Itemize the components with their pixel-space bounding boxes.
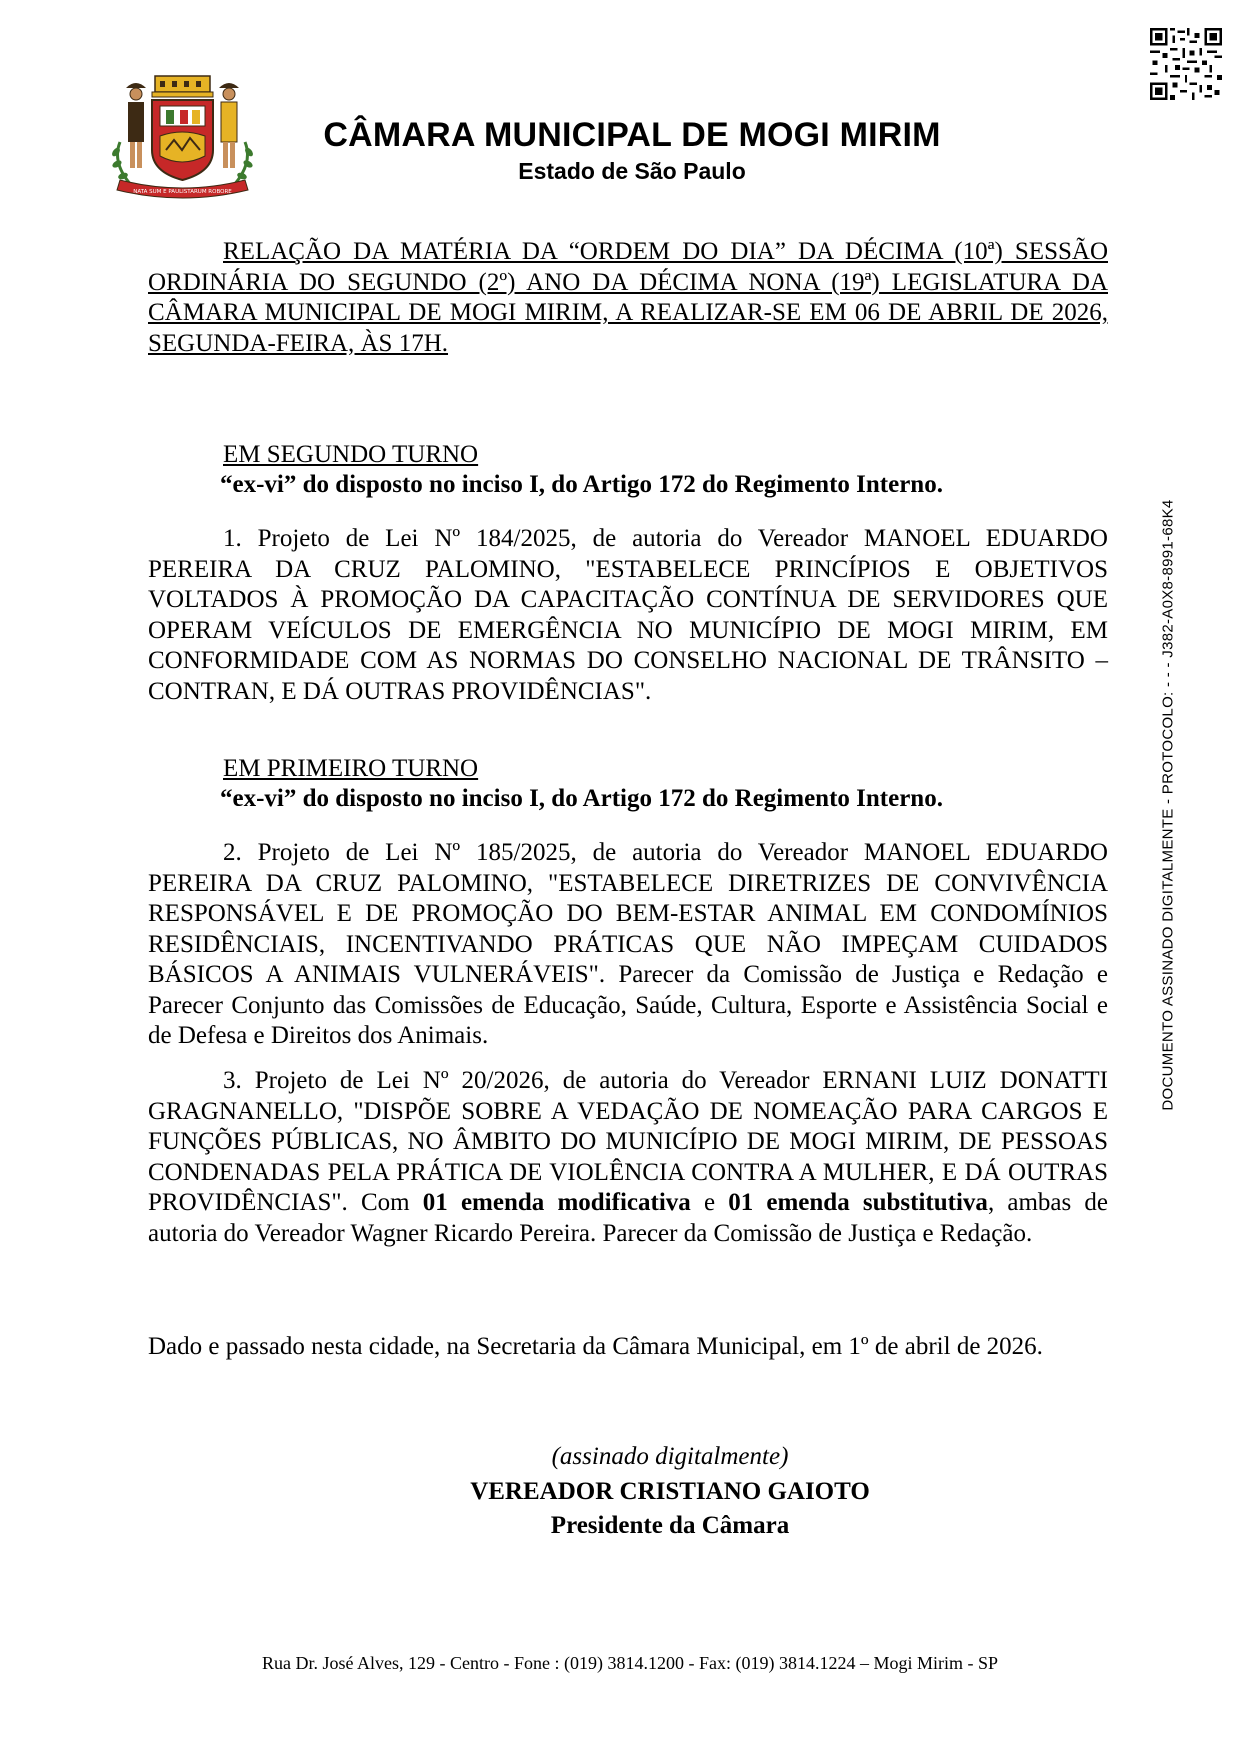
crest-motto: NATA SUM E PAULISTARUM ROBORE <box>133 189 232 195</box>
list-item: 2. Projeto de Lei Nº 185/2025, de autoria do Vereador MANOEL EDUARDO PEREIRA DA CRUZ PALOMINO, "ESTABELECE DIRETRIZES DE CONVIVÊNCIA RESPONSÁVEL E DE PROMOÇÃO DO BEM-ESTAR ANIMAL EM CONDOMÍNIOS RESIDÊNCIAIS, INCENTIVANDO PRÁTICAS QUE NÃO IMPEÇAM CUIDADOS BÁSICOS A ANIMAIS VULNERÁVEIS". Parecer da Comissão de Justiça e Redação e Parecer Conjunto das Comissões de Educação, Saúde, Cultura, Esporte e Assistência Social e de Defesa e Direitos dos Animais. <box>148 839 1108 1049</box>
intro-paragraph: RELAÇÃO DA MATÉRIA DA “ORDEM DO DIA” DA DÉCIMA (10ª) SESSÃO ORDINÁRIA DO SEGUNDO (2º) ANO DA DÉCIMA NONA (19ª) LEGISLATURA DA CÂMARA MUNICIPAL DE MOGI MIRIM, A REALIZAR-SE EM 06 DE ABRIL DE 2026, SEGUNDA-FEIRA, ÀS 17H. <box>148 238 1108 357</box>
footer-address: Rua Dr. José Alves, 129 - Centro - Fone : (019) 3814.1200 - Fax: (019) 3814.1224 – Mogi Mirim - SP <box>262 1653 998 1673</box>
closing-statement: Dado e passado nesta cidade, na Secretaria da Câmara Municipal, em 1º de abril de 2026. <box>148 1333 1043 1360</box>
amendment-substitutive: 01 emenda substitutiva <box>728 1189 988 1216</box>
header-subtitle: Estado de São Paulo <box>518 158 746 184</box>
list-item: 1. Projeto de Lei Nº 184/2025, de autoria do Vereador MANOEL EDUARDO PEREIRA DA CRUZ PALOMINO, "ESTABELECE PRINCÍPIOS E OBJETIVOS VOLTADOS À PROMOÇÃO DA CAPACITAÇÃO CONTÍNUA DE SERVIDORES QUE OPERAM VEÍCULOS DE EMERGÊNCIA NO MUNICÍPIO DE MOGI MIRIM, EM CONFORMIDADE COM AS NORMAS DO CONSELHO NACIONAL DE TRÂNSITO – CONTRAN, E DÁ OUTRAS PROVIDÊNCIAS". <box>148 525 1108 705</box>
signature-note: (assinado digitalmente) <box>551 1443 789 1470</box>
section-title-first-round: EM PRIMEIRO TURNO <box>223 755 479 782</box>
signature-name: VEREADOR CRISTIANO GAIOTO <box>470 1478 870 1505</box>
section-reference: “ex-vi” do disposto no inciso I, do Artigo 172 do Regimento Interno. <box>220 471 943 498</box>
side-stamp-text: DOCUMENTO ASSINADO DIGITALMENTE - PROTOCOLO: - - - J382-A0X8-8991-68K4 <box>1159 499 1177 1111</box>
item-text: , ambas de autoria do Vereador Wagner Ricardo Pereira. Parecer da Comissão de Justiça e Redação. <box>148 1189 1108 1247</box>
qr-code <box>1150 28 1222 100</box>
item-text: e <box>690 1189 729 1216</box>
section-reference: “ex-vi” do disposto no inciso I, do Artigo 172 do Regimento Interno. <box>220 785 943 812</box>
municipal-crest-logo <box>100 72 265 204</box>
header-title: CÂMARA MUNICIPAL DE MOGI MIRIM <box>323 116 941 154</box>
section-title-second-round: EM SEGUNDO TURNO <box>223 441 479 468</box>
list-item <box>148 1066 1108 1249</box>
amendment-modificative: 01 emenda modificativa <box>422 1189 691 1216</box>
signature-role: Presidente da Câmara <box>550 1512 790 1539</box>
item-text: 3. Projeto de Lei Nº 20/2026, de autoria do Vereador ERNANI LUIZ DONATTI GRAGNANELLO, "DISPÕE SOBRE A VEDAÇÃO DE NOMEAÇÃO PARA CARGOS E FUNÇÕES PÚBLICAS, NO ÂMBITO DO MUNICÍPIO DE MOGI MIRIM, DE PESSOAS CONDENADAS PELA PRÁTICA DE VIOLÊNCIA CONTRA A MULHER, E DÁ OUTRAS PROVIDÊNCIAS". Com <box>148 1067 1108 1216</box>
